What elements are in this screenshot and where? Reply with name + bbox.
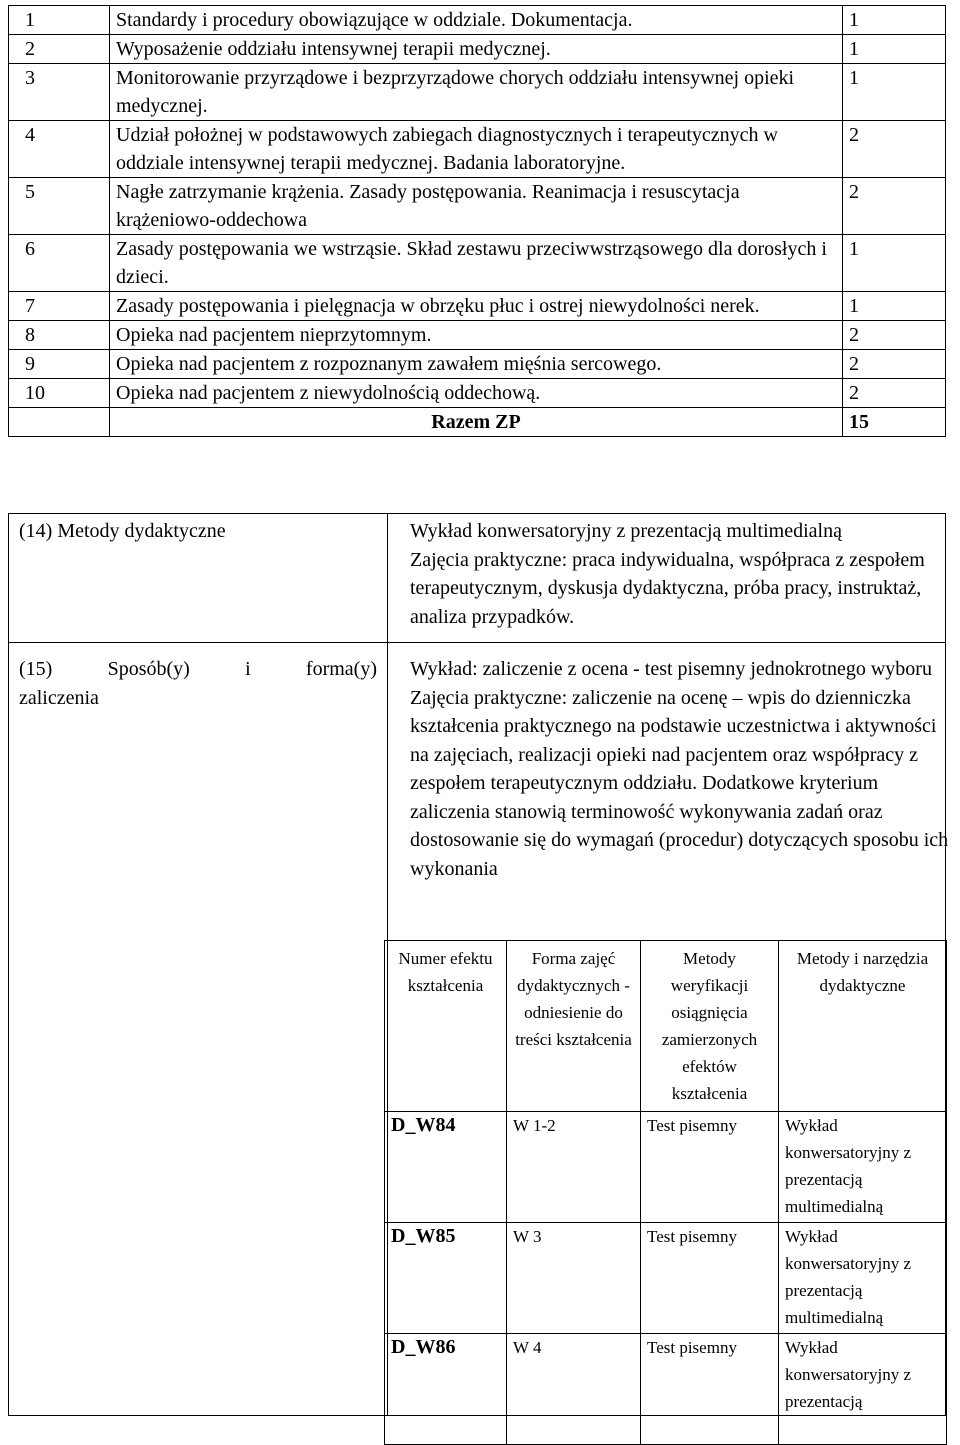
topic-number: 9 [9,350,110,379]
effect-form: W 4 [507,1334,641,1445]
topic-text: Wyposażenie oddziału intensywnej terapii medycznej. [110,35,843,64]
assessment-lecture: Wykład: zaliczenie z ocena - test pisemny jednokrotnego wyboru [410,658,932,680]
topics-table [8,5,946,437]
topic-row [9,178,946,235]
topic-hours: 2 [843,350,946,379]
methods-label: (14) Metody dydaktyczne [9,514,388,643]
effect-verification: Test pisemny [641,1223,779,1334]
topic-text: Opieka nad pacjentem nieprzytomnym. [110,321,843,350]
header-teaching-methods: Metody i narzędzia dydaktyczne [779,941,947,1112]
methods-content [388,514,946,643]
topic-number: 5 [9,178,110,235]
effect-verification: Test pisemny [641,1334,779,1445]
topic-row [9,292,946,321]
methods-row [9,514,946,643]
topic-number: 3 [9,64,110,121]
topic-hours: 1 [843,6,946,35]
topic-row [9,6,946,35]
effect-form: W 3 [507,1223,641,1334]
header-effect-number: Numer efektu kształcenia [385,941,507,1112]
topic-row [9,321,946,350]
total-number-cell [9,408,110,437]
topic-row [9,379,946,408]
topic-number: 2 [9,35,110,64]
topic-number: 6 [9,235,110,292]
topic-text: Monitorowanie przyrządowe i bezprzyrządowe chorych oddziału intensywnej opieki medycznej. [110,64,843,121]
effect-verification: Test pisemny [641,1112,779,1223]
effects-row [385,1223,947,1334]
methods-practical: Zajęcia praktyczne: praca indywidualna, współpraca z zespołem terapeutycznym, dyskusja dydaktyczna, próba pracy, instruktaż, analiza przypadków. [410,548,925,628]
assessment-label-line2: zaliczenia [19,686,99,709]
topic-text: Zasady postępowania i pielęgnacja w obrzęku płuc i ostrej niewydolności nerek. [110,292,843,321]
topic-number: 8 [9,321,110,350]
topic-row [9,35,946,64]
topic-hours: 2 [843,321,946,350]
assessment-practical: Zajęcia praktyczne: zaliczenie na ocenę – wpis do dzienniczka kształcenia praktycznego na podstawie uczestnictwa i aktywności na zajęciach, realizacji opieki nad pacjentem oraz współpracy z zespołem terapeutycznym oddziału. Dodatkowe kryterium zaliczenia stanowią terminowość wykonywania zadań oraz dostosowanie się do wymagań (procedur) dotyczących sposobu ich wykonania [410,686,949,880]
effect-code: D_W84 [385,1112,507,1223]
topic-hours: 1 [843,64,946,121]
total-row [9,408,946,437]
effect-code: D_W85 [385,1223,507,1334]
total-label: Razem ZP [110,408,843,437]
topic-row [9,235,946,292]
effect-methods: Wykład konwersatoryjny z prezentacją multimedialną [779,1223,947,1334]
methods-lecture: Wykład konwersatoryjny z prezentacją multimedialną [410,520,842,542]
topic-hours: 1 [843,35,946,64]
effect-code: D_W86 [385,1334,507,1445]
topic-row [9,121,946,178]
effects-row [385,1334,947,1445]
topic-text: Zasady postępowania we wstrząsie. Skład zestawu przeciwwstrząsowego dla dorosłych i dzieci. [110,235,843,292]
topic-row [9,350,946,379]
assessment-label [9,643,388,1416]
effects-header-row [385,941,947,1112]
effect-methods: Wykład konwersatoryjny z prezentacją multimedialną [779,1112,947,1223]
header-verification: Metody weryfikacji osiągnięcia zamierzonych efektów kształcenia [641,941,779,1112]
topic-number: 4 [9,121,110,178]
topic-text: Udział położnej w podstawowych zabiegach diagnostycznych i terapeutycznych w oddziale intensywnej terapii medycznej. Badania laboratoryjne. [110,121,843,178]
topics-body [9,6,946,437]
topic-hours: 1 [843,235,946,292]
topic-text: Standardy i procedury obowiązujące w oddziale. Dokumentacja. [110,6,843,35]
topic-row [9,64,946,121]
topic-hours: 2 [843,178,946,235]
topic-text: Opieka nad pacjentem z niewydolnością oddechową. [110,379,843,408]
topic-number: 10 [9,379,110,408]
assessment-label-line1: (15) Sposób(y) i forma(y) [19,658,377,680]
topic-number: 1 [9,6,110,35]
topic-text: Opieka nad pacjentem z rozpoznanym zawałem mięśnia sercowego. [110,350,843,379]
topic-hours: 2 [843,379,946,408]
topic-text: Nagłe zatrzymanie krążenia. Zasady postępowania. Reanimacja i resuscytacja krążeniowo-oddechowa [110,178,843,235]
topic-number: 7 [9,292,110,321]
effects-row [385,1112,947,1223]
topic-hours: 2 [843,121,946,178]
header-form: Forma zajęć dydaktycznych - odniesienie do treści kształcenia [507,941,641,1112]
effect-form: W 1-2 [507,1112,641,1223]
learning-effects-table [384,940,947,1445]
effect-methods: Wykład konwersatoryjny z prezentacją [779,1334,947,1445]
total-hours: 15 [843,408,946,437]
topic-hours: 1 [843,292,946,321]
